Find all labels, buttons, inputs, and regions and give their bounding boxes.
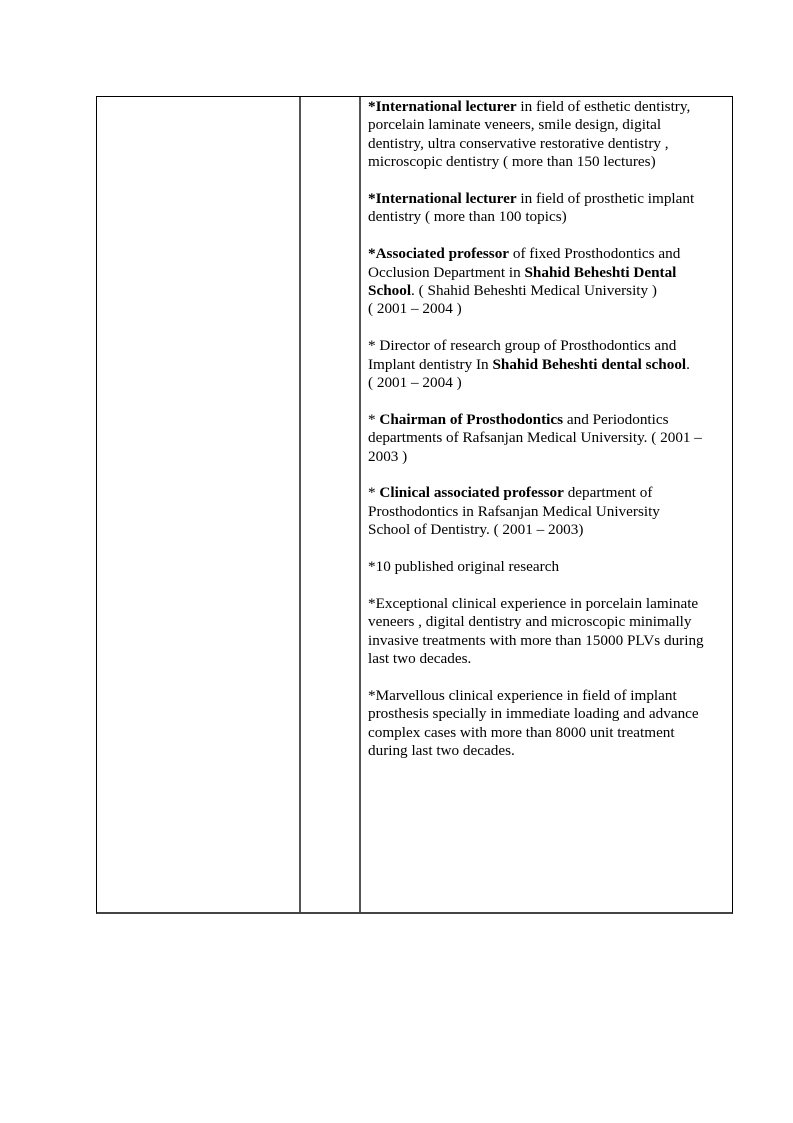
cv-entry <box>368 337 724 392</box>
table-column-middle-empty <box>301 97 361 912</box>
cv-entry-line <box>368 632 724 650</box>
text: . ( Shahid Beheshti Medical University ) <box>411 282 657 300</box>
text: complex cases with more than 8000 unit treatment <box>368 723 675 741</box>
cv-entry <box>368 687 724 761</box>
bold-text: Shahid Beheshti Dental <box>524 263 677 281</box>
cv-entry-line <box>368 448 724 466</box>
cv-entry-line <box>368 724 724 742</box>
text: ( 2001 – 2004 ) <box>368 300 462 318</box>
text: * <box>368 484 380 502</box>
text: veneers , digital dentistry and microscopic minimally <box>368 613 692 631</box>
text: Implant dentistry In <box>368 355 493 373</box>
text: during last two decades. <box>368 742 515 760</box>
text: departments of Rafsanjan Medical University. ( 2001 – <box>368 429 702 447</box>
cv-entry-line <box>368 153 724 171</box>
text: in field of prosthetic implant <box>516 190 695 208</box>
cv-entry <box>368 595 724 669</box>
cv-entry-line <box>368 135 724 153</box>
cv-table <box>96 96 733 914</box>
cv-entry-line <box>368 208 724 226</box>
text: in field of esthetic dentistry, <box>516 98 691 115</box>
bold-text: *Associated professor <box>368 245 510 263</box>
text: last two decades. <box>368 650 472 668</box>
text: . <box>686 355 690 373</box>
text: School of Dentistry. ( 2001 – 2003) <box>368 521 584 539</box>
text: *10 published original research <box>368 558 560 576</box>
text: 2003 ) <box>368 447 408 465</box>
cv-entry-line <box>368 705 724 723</box>
bold-text: Chairman of Prosthodontics <box>379 410 564 428</box>
cv-entry-line <box>368 595 724 613</box>
cv-entry-line <box>368 521 724 539</box>
text: prosthesis specially in immediate loading and advance <box>368 705 699 723</box>
cv-entry-line <box>368 337 724 355</box>
cv-entry-line <box>368 742 724 760</box>
table-column-content <box>361 97 732 912</box>
cv-entry-line <box>368 484 724 502</box>
text: dentistry, ultra conservative restorative dentistry , <box>368 134 669 152</box>
bold-text: *International lecturer <box>368 98 517 115</box>
cv-entry-line <box>368 300 724 318</box>
cv-entry-line <box>368 98 724 116</box>
bold-text: School <box>368 282 412 300</box>
cv-entry-line <box>368 245 724 263</box>
cv-entry-line <box>368 356 724 374</box>
text: of fixed Prosthodontics and <box>509 245 681 263</box>
cv-entry-line <box>368 374 724 392</box>
cv-entry-line <box>368 190 724 208</box>
cv-entry <box>368 190 724 227</box>
text: and Periodontics <box>563 410 669 428</box>
cv-entry-line <box>368 650 724 668</box>
cv-entry-line <box>368 558 724 576</box>
text: Prosthodontics in Rafsanjan Medical University <box>368 502 660 520</box>
cv-entry <box>368 245 724 319</box>
cv-entry-line <box>368 116 724 134</box>
cv-entry-line <box>368 264 724 282</box>
cv-entry <box>368 558 724 576</box>
text: ( 2001 – 2004 ) <box>368 374 462 392</box>
text: *Marvellous clinical experience in field of implant <box>368 686 677 704</box>
cv-entry-line <box>368 282 724 300</box>
cv-entry <box>368 411 724 466</box>
text: microscopic dentistry ( more than 150 lectures) <box>368 153 656 171</box>
text: * Director of research group of Prosthodontics and <box>368 337 677 355</box>
text: invasive treatments with more than 15000 PLVs during <box>368 631 704 649</box>
text: department of <box>563 484 653 502</box>
cv-entry <box>368 484 724 539</box>
cv-entry-line <box>368 429 724 447</box>
cv-entry-line <box>368 613 724 631</box>
bold-text: Shahid Beheshti dental school <box>492 355 687 373</box>
text: *Exceptional clinical experience in porcelain laminate <box>368 594 699 612</box>
text: * <box>368 410 380 428</box>
text: porcelain laminate veneers, smile design, digital <box>368 116 662 134</box>
bold-text: *International lecturer <box>368 190 517 208</box>
cv-entry-line <box>368 687 724 705</box>
table-column-left-empty <box>97 97 301 912</box>
cv-entry-line <box>368 503 724 521</box>
bold-text: Clinical associated professor <box>379 484 564 502</box>
text: Occlusion Department in <box>368 263 525 281</box>
text: dentistry ( more than 100 topics) <box>368 208 567 226</box>
cv-entry <box>368 98 724 172</box>
cv-entry-line <box>368 411 724 429</box>
